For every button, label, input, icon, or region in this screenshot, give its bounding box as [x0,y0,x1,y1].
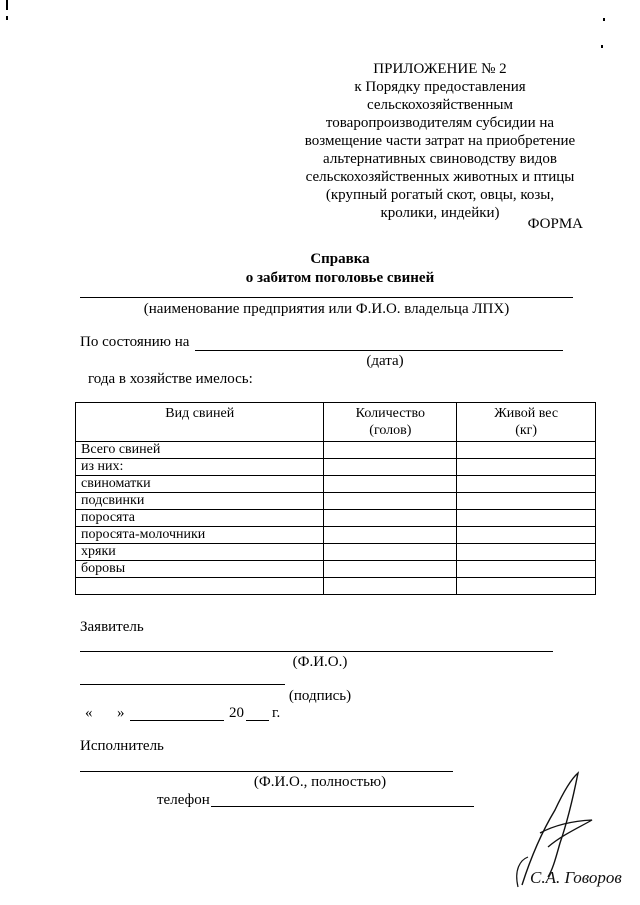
date-close-quote: » [117,705,125,721]
quantity-cell[interactable] [324,442,457,459]
year-suffix: г. [272,705,281,721]
table-row [76,442,596,459]
weight-cell[interactable] [457,493,596,510]
appendix-line: (крупный рогатый скот, овцы, козы, [325,187,555,203]
row-label: подсвинки [76,493,324,510]
date-open-quote: « [85,705,93,721]
executor-label: Исполнитель [80,738,164,754]
title-line-1: Справка [310,251,370,267]
table-row [76,544,596,561]
scan-mark [603,18,605,21]
executor-fio-line[interactable] [80,771,453,772]
owner-name-caption: (наименование предприятия или Ф.И.О. владельца ЛПХ) [143,301,510,317]
quantity-cell[interactable] [324,578,457,595]
applicant-fio-line[interactable] [80,651,553,652]
quantity-cell[interactable] [324,493,457,510]
table-header-row [76,403,596,442]
date-line[interactable] [195,350,563,351]
row-label: Всего свиней [76,442,324,459]
scan-mark [6,0,8,10]
quantity-cell[interactable] [324,527,457,544]
table-row [76,527,596,544]
title-line-2: о забитом поголовье свиней [245,270,435,286]
appendix-line: сельскохозяйственным [367,97,513,113]
applicant-fio-caption: (Ф.И.О.) [292,654,348,670]
weight-cell[interactable] [457,459,596,476]
weight-cell[interactable] [457,442,596,459]
appendix-line: возмещение части затрат на приобретение [304,133,576,149]
farm-had-label: года в хозяйстве имелось: [88,371,253,387]
phone-line[interactable] [211,806,474,807]
quantity-cell[interactable] [324,476,457,493]
row-label [76,578,324,595]
header-quantity [324,403,457,442]
form-label: ФОРМА [527,216,583,232]
appendix-line: ПРИЛОЖЕНИЕ № 2 [373,61,507,77]
appendix-line: альтернативных свиноводству видов [323,151,557,167]
applicant-label: Заявитель [80,619,144,635]
appendix-line: к Порядку предоставления [354,79,526,95]
owner-name-line[interactable] [80,297,573,298]
weight-cell[interactable] [457,561,596,578]
phone-label: телефон [157,792,210,808]
weight-cell[interactable] [457,527,596,544]
year-prefix: 20 [229,705,244,721]
header-pig-type: Вид свиней [76,403,324,442]
quantity-cell[interactable] [324,510,457,527]
header-quantity-text: Количество (голов) [355,406,426,438]
scan-mark [601,45,603,48]
row-label: поросята-молочники [76,527,324,544]
table-row [76,476,596,493]
table-row [76,510,596,527]
pigs-table [75,402,596,595]
table-row [76,459,596,476]
scan-mark [6,16,8,20]
applicant-signature-caption: (подпись) [288,688,352,704]
quantity-cell[interactable] [324,544,457,561]
weight-cell[interactable] [457,510,596,527]
weight-cell[interactable] [457,544,596,561]
quantity-cell[interactable] [324,561,457,578]
executor-fio-caption: (Ф.И.О., полностью) [253,774,387,790]
row-label: хряки [76,544,324,561]
table-row [76,493,596,510]
weight-cell[interactable] [457,578,596,595]
appendix-line: товаропроизводителям субсидии на [325,115,555,131]
table-row [76,578,596,595]
header-live-weight-text: Живой вес (кг) [494,406,559,438]
weight-cell[interactable] [457,476,596,493]
date-caption: (дата) [366,353,404,369]
signature-text: С.А. Говоров [530,868,622,887]
row-label: поросята [76,510,324,527]
document-title [180,250,500,288]
appendix-header [290,60,590,222]
year-line[interactable] [246,720,269,721]
table-row [76,561,596,578]
as-of-label: По состоянию на [80,334,190,350]
appendix-line: кролики, индейки) [380,205,500,221]
header-live-weight [457,403,596,442]
row-label: из них: [76,459,324,476]
appendix-line: сельскохозяйственных животных и птицы [305,169,575,185]
handwritten-signature [500,765,630,895]
row-label: свиноматки [76,476,324,493]
quantity-cell[interactable] [324,459,457,476]
applicant-signature-line[interactable] [80,684,285,685]
date-month-line[interactable] [130,720,224,721]
row-label: боровы [76,561,324,578]
